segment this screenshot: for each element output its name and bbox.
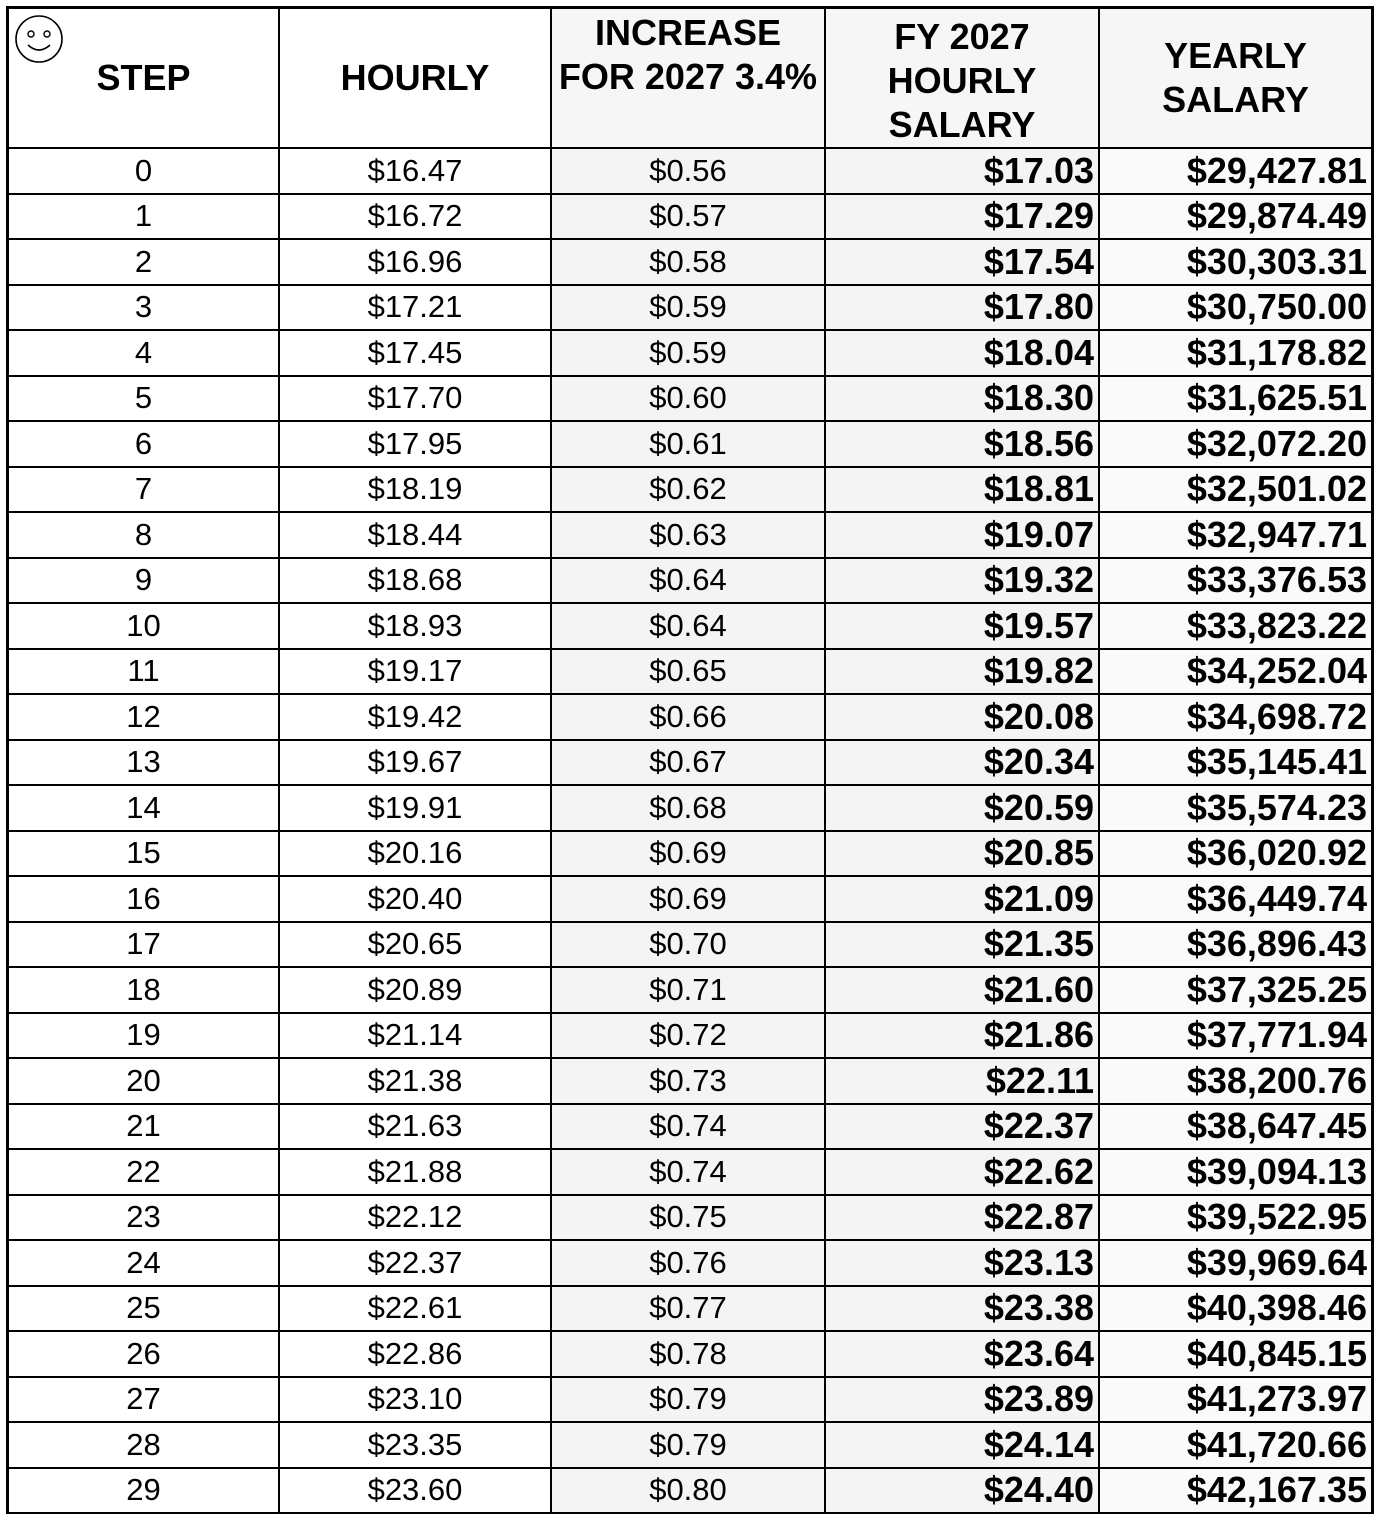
table-row bbox=[9, 1377, 1371, 1423]
hourly-cell: $19.17 bbox=[279, 649, 551, 695]
increase-cell: $0.59 bbox=[551, 285, 825, 331]
hourly-cell: $17.45 bbox=[279, 330, 551, 376]
increase-cell: $0.73 bbox=[551, 1058, 825, 1104]
yearly-cell: $30,303.31 bbox=[1099, 239, 1371, 285]
increase-cell: $0.79 bbox=[551, 1422, 825, 1468]
step-cell: 11 bbox=[9, 649, 279, 695]
increase-cell: $0.61 bbox=[551, 421, 825, 467]
fy-hourly-cell: $24.14 bbox=[825, 1422, 1099, 1468]
step-cell: 20 bbox=[9, 1058, 279, 1104]
yearly-cell: $38,200.76 bbox=[1099, 1058, 1371, 1104]
fy-hourly-cell: $21.09 bbox=[825, 876, 1099, 922]
increase-cell: $0.63 bbox=[551, 512, 825, 558]
hourly-cell: $21.38 bbox=[279, 1058, 551, 1104]
step-cell: 2 bbox=[9, 239, 279, 285]
step-cell: 6 bbox=[9, 421, 279, 467]
increase-cell: $0.60 bbox=[551, 376, 825, 422]
step-cell: 28 bbox=[9, 1422, 279, 1468]
fy-hourly-cell: $18.56 bbox=[825, 421, 1099, 467]
step-cell: 9 bbox=[9, 558, 279, 604]
fy-hourly-cell: $17.54 bbox=[825, 239, 1099, 285]
hourly-cell: $20.16 bbox=[279, 831, 551, 877]
yearly-cell: $32,947.71 bbox=[1099, 512, 1371, 558]
fy-hourly-cell: $17.80 bbox=[825, 285, 1099, 331]
hourly-cell: $16.72 bbox=[279, 194, 551, 240]
table-row bbox=[9, 922, 1371, 968]
hourly-cell: $18.19 bbox=[279, 467, 551, 513]
yearly-cell: $37,771.94 bbox=[1099, 1013, 1371, 1059]
yearly-cell: $40,398.46 bbox=[1099, 1286, 1371, 1332]
fy-hourly-cell: $23.13 bbox=[825, 1240, 1099, 1286]
yearly-cell: $31,178.82 bbox=[1099, 330, 1371, 376]
increase-cell: $0.64 bbox=[551, 558, 825, 604]
increase-cell: $0.74 bbox=[551, 1104, 825, 1150]
increase-cell: $0.64 bbox=[551, 603, 825, 649]
fy-hourly-cell: $23.89 bbox=[825, 1377, 1099, 1423]
hourly-cell: $20.89 bbox=[279, 967, 551, 1013]
yearly-cell: $36,896.43 bbox=[1099, 922, 1371, 968]
step-cell: 7 bbox=[9, 467, 279, 513]
hourly-cell: $18.44 bbox=[279, 512, 551, 558]
yearly-cell: $42,167.35 bbox=[1099, 1468, 1371, 1514]
table-row bbox=[9, 1468, 1371, 1514]
yearly-cell: $29,874.49 bbox=[1099, 194, 1371, 240]
hourly-cell: $17.70 bbox=[279, 376, 551, 422]
yearly-cell: $39,969.64 bbox=[1099, 1240, 1371, 1286]
yearly-cell: $38,647.45 bbox=[1099, 1104, 1371, 1150]
hourly-cell: $23.60 bbox=[279, 1468, 551, 1514]
increase-cell: $0.58 bbox=[551, 239, 825, 285]
hourly-cell: $20.40 bbox=[279, 876, 551, 922]
yearly-cell: $31,625.51 bbox=[1099, 376, 1371, 422]
step-cell: 24 bbox=[9, 1240, 279, 1286]
fy-hourly-cell: $19.82 bbox=[825, 649, 1099, 695]
header-step-label: STEP bbox=[96, 57, 191, 98]
table-row bbox=[9, 285, 1371, 331]
table-row bbox=[9, 603, 1371, 649]
step-cell: 21 bbox=[9, 1104, 279, 1150]
step-cell: 13 bbox=[9, 740, 279, 786]
increase-cell: $0.77 bbox=[551, 1286, 825, 1332]
fy-hourly-cell: $23.38 bbox=[825, 1286, 1099, 1332]
step-cell: 14 bbox=[9, 785, 279, 831]
yearly-cell: $33,823.22 bbox=[1099, 603, 1371, 649]
hourly-cell: $21.88 bbox=[279, 1149, 551, 1195]
fy-hourly-cell: $22.11 bbox=[825, 1058, 1099, 1104]
step-cell: 16 bbox=[9, 876, 279, 922]
table-row bbox=[9, 1058, 1371, 1104]
increase-cell: $0.79 bbox=[551, 1377, 825, 1423]
hourly-cell: $23.10 bbox=[279, 1377, 551, 1423]
step-cell: 8 bbox=[9, 512, 279, 558]
table-row bbox=[9, 785, 1371, 831]
table-row bbox=[9, 1149, 1371, 1195]
yearly-cell: $37,325.25 bbox=[1099, 967, 1371, 1013]
increase-cell: $0.71 bbox=[551, 967, 825, 1013]
table-row bbox=[9, 1195, 1371, 1241]
header-fy-hourly-label: FY 2027 HOURLY SALARY bbox=[887, 16, 1037, 145]
header-yearly-label: YEARLY SALARY bbox=[1162, 35, 1309, 120]
increase-cell: $0.68 bbox=[551, 785, 825, 831]
step-cell: 4 bbox=[9, 330, 279, 376]
increase-cell: $0.67 bbox=[551, 740, 825, 786]
header-increase bbox=[551, 9, 825, 148]
table-row bbox=[9, 649, 1371, 695]
fy-hourly-cell: $20.59 bbox=[825, 785, 1099, 831]
fy-hourly-cell: $17.29 bbox=[825, 194, 1099, 240]
increase-cell: $0.62 bbox=[551, 467, 825, 513]
increase-cell: $0.72 bbox=[551, 1013, 825, 1059]
hourly-cell: $22.61 bbox=[279, 1286, 551, 1332]
fy-hourly-cell: $18.04 bbox=[825, 330, 1099, 376]
fy-hourly-cell: $22.37 bbox=[825, 1104, 1099, 1150]
hourly-cell: $19.42 bbox=[279, 694, 551, 740]
increase-cell: $0.75 bbox=[551, 1195, 825, 1241]
step-cell: 15 bbox=[9, 831, 279, 877]
step-cell: 25 bbox=[9, 1286, 279, 1332]
hourly-cell: $19.67 bbox=[279, 740, 551, 786]
table-row bbox=[9, 148, 1371, 194]
increase-cell: $0.80 bbox=[551, 1468, 825, 1514]
header-fy-hourly bbox=[825, 9, 1099, 148]
increase-cell: $0.56 bbox=[551, 148, 825, 194]
hourly-cell: $20.65 bbox=[279, 922, 551, 968]
yearly-cell: $36,020.92 bbox=[1099, 831, 1371, 877]
step-cell: 22 bbox=[9, 1149, 279, 1195]
fy-hourly-cell: $21.35 bbox=[825, 922, 1099, 968]
increase-cell: $0.69 bbox=[551, 876, 825, 922]
table-row bbox=[9, 376, 1371, 422]
fy-hourly-cell: $17.03 bbox=[825, 148, 1099, 194]
fy-hourly-cell: $24.40 bbox=[825, 1468, 1099, 1514]
hourly-cell: $17.95 bbox=[279, 421, 551, 467]
fy-hourly-cell: $23.64 bbox=[825, 1331, 1099, 1377]
table-row bbox=[9, 876, 1371, 922]
table-row bbox=[9, 1240, 1371, 1286]
hourly-cell: $18.93 bbox=[279, 603, 551, 649]
fy-hourly-cell: $21.86 bbox=[825, 1013, 1099, 1059]
step-cell: 0 bbox=[9, 148, 279, 194]
step-cell: 23 bbox=[9, 1195, 279, 1241]
fy-hourly-cell: $20.34 bbox=[825, 740, 1099, 786]
yearly-cell: $32,501.02 bbox=[1099, 467, 1371, 513]
yearly-cell: $41,720.66 bbox=[1099, 1422, 1371, 1468]
table-row bbox=[9, 694, 1371, 740]
table-row bbox=[9, 740, 1371, 786]
header-row bbox=[9, 9, 1371, 148]
fy-hourly-cell: $18.30 bbox=[825, 376, 1099, 422]
hourly-cell: $21.63 bbox=[279, 1104, 551, 1150]
table-row bbox=[9, 194, 1371, 240]
smiley-face-icon bbox=[13, 13, 65, 65]
fy-hourly-cell: $19.57 bbox=[825, 603, 1099, 649]
yearly-cell: $34,698.72 bbox=[1099, 694, 1371, 740]
table-row bbox=[9, 1013, 1371, 1059]
increase-cell: $0.57 bbox=[551, 194, 825, 240]
fy-hourly-cell: $20.08 bbox=[825, 694, 1099, 740]
step-cell: 29 bbox=[9, 1468, 279, 1514]
salary-table bbox=[9, 9, 1371, 1514]
increase-cell: $0.74 bbox=[551, 1149, 825, 1195]
header-hourly-label: HOURLY bbox=[340, 57, 490, 98]
header-hourly bbox=[279, 9, 551, 148]
hourly-cell: $17.21 bbox=[279, 285, 551, 331]
table-row bbox=[9, 1422, 1371, 1468]
yearly-cell: $39,094.13 bbox=[1099, 1149, 1371, 1195]
table-row bbox=[9, 1331, 1371, 1377]
yearly-cell: $32,072.20 bbox=[1099, 421, 1371, 467]
table-row bbox=[9, 967, 1371, 1013]
fy-hourly-cell: $20.85 bbox=[825, 831, 1099, 877]
hourly-cell: $19.91 bbox=[279, 785, 551, 831]
yearly-cell: $36,449.74 bbox=[1099, 876, 1371, 922]
increase-cell: $0.69 bbox=[551, 831, 825, 877]
increase-cell: $0.59 bbox=[551, 330, 825, 376]
step-cell: 12 bbox=[9, 694, 279, 740]
table-row bbox=[9, 330, 1371, 376]
increase-cell: $0.70 bbox=[551, 922, 825, 968]
step-cell: 18 bbox=[9, 967, 279, 1013]
hourly-cell: $22.37 bbox=[279, 1240, 551, 1286]
increase-cell: $0.78 bbox=[551, 1331, 825, 1377]
hourly-cell: $21.14 bbox=[279, 1013, 551, 1059]
yearly-cell: $29,427.81 bbox=[1099, 148, 1371, 194]
hourly-cell: $16.96 bbox=[279, 239, 551, 285]
step-cell: 26 bbox=[9, 1331, 279, 1377]
header-increase-label: INCREASE FOR 2027 3.4% bbox=[558, 12, 818, 97]
header-yearly bbox=[1099, 9, 1371, 148]
fy-hourly-cell: $21.60 bbox=[825, 967, 1099, 1013]
header-step bbox=[9, 9, 279, 148]
step-cell: 3 bbox=[9, 285, 279, 331]
table-row bbox=[9, 1104, 1371, 1150]
hourly-cell: $16.47 bbox=[279, 148, 551, 194]
table-row bbox=[9, 1286, 1371, 1332]
increase-cell: $0.65 bbox=[551, 649, 825, 695]
yearly-cell: $35,145.41 bbox=[1099, 740, 1371, 786]
step-cell: 17 bbox=[9, 922, 279, 968]
hourly-cell: $22.86 bbox=[279, 1331, 551, 1377]
table-row bbox=[9, 831, 1371, 877]
fy-hourly-cell: $18.81 bbox=[825, 467, 1099, 513]
yearly-cell: $35,574.23 bbox=[1099, 785, 1371, 831]
hourly-cell: $22.12 bbox=[279, 1195, 551, 1241]
fy-hourly-cell: $19.07 bbox=[825, 512, 1099, 558]
step-cell: 10 bbox=[9, 603, 279, 649]
step-cell: 19 bbox=[9, 1013, 279, 1059]
fy-hourly-cell: $19.32 bbox=[825, 558, 1099, 604]
table-row bbox=[9, 239, 1371, 285]
hourly-cell: $18.68 bbox=[279, 558, 551, 604]
step-cell: 1 bbox=[9, 194, 279, 240]
table-row bbox=[9, 512, 1371, 558]
table-body bbox=[9, 148, 1371, 1513]
yearly-cell: $30,750.00 bbox=[1099, 285, 1371, 331]
table-row bbox=[9, 421, 1371, 467]
increase-cell: $0.76 bbox=[551, 1240, 825, 1286]
yearly-cell: $40,845.15 bbox=[1099, 1331, 1371, 1377]
increase-cell: $0.66 bbox=[551, 694, 825, 740]
yearly-cell: $34,252.04 bbox=[1099, 649, 1371, 695]
fy-hourly-cell: $22.62 bbox=[825, 1149, 1099, 1195]
yearly-cell: $39,522.95 bbox=[1099, 1195, 1371, 1241]
table-row bbox=[9, 467, 1371, 513]
table-header bbox=[9, 9, 1371, 148]
salary-schedule-sheet bbox=[6, 6, 1374, 1514]
hourly-cell: $23.35 bbox=[279, 1422, 551, 1468]
fy-hourly-cell: $22.87 bbox=[825, 1195, 1099, 1241]
table-row bbox=[9, 558, 1371, 604]
yearly-cell: $33,376.53 bbox=[1099, 558, 1371, 604]
step-cell: 5 bbox=[9, 376, 279, 422]
step-cell: 27 bbox=[9, 1377, 279, 1423]
yearly-cell: $41,273.97 bbox=[1099, 1377, 1371, 1423]
